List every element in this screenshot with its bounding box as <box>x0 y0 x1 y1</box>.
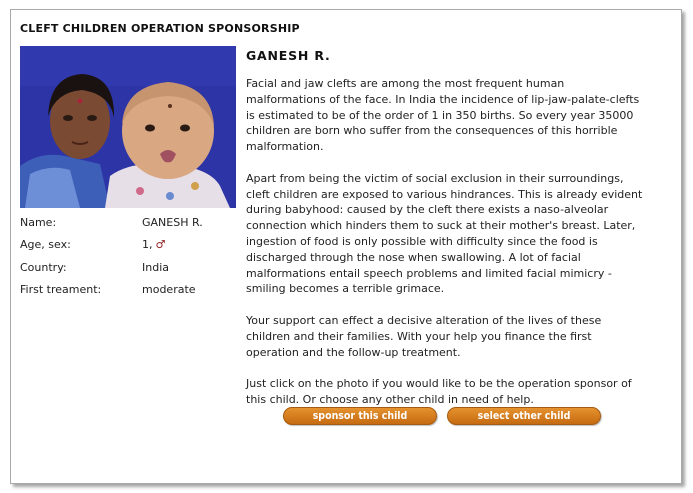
male-symbol-icon: ♂ <box>155 238 166 252</box>
paragraph: Facial and jaw clefts are among the most frequent human malformations of the face. In India the incidence of lip-jaw-palate-clefts is estimated to be of the order of 1 in 350 births. So every year 35000 children are born who suffer from the consequences of this horrible malformation. <box>246 77 640 154</box>
section-title: CLEFT CHILDREN OPERATION SPONSORSHIP <box>20 22 300 35</box>
detail-value: 1, <box>142 238 153 252</box>
paragraph: Your support can effect a decisive alteration of the lives of these children and their families. With your help you finance the first operation and the follow-up treatment. <box>246 313 602 359</box>
detail-label: Age, sex: <box>20 238 71 252</box>
detail-row-first-treatment <box>20 279 236 302</box>
detail-row-age-sex <box>20 234 236 257</box>
detail-value: GANESH R. <box>142 215 203 229</box>
child-name-heading: GANESH R. <box>246 48 331 63</box>
select-other-child-button[interactable]: select other child <box>447 407 601 425</box>
detail-value-wrapper <box>142 238 236 251</box>
child-photo[interactable] <box>20 46 236 208</box>
detail-value: moderate <box>142 283 196 297</box>
detail-label: Name: <box>20 215 57 229</box>
sponsor-this-child-button[interactable]: sponsor this child <box>283 407 437 425</box>
child-details-table <box>20 211 236 301</box>
detail-label: First treament: <box>20 283 102 297</box>
description-text <box>246 76 644 424</box>
detail-label: Country: <box>20 260 67 274</box>
detail-value: India <box>142 260 169 274</box>
paragraph: Just click on the photo if you would like to be the operation sponsor of this child. Or choose any other child in need of help. <box>246 377 632 406</box>
detail-row-name <box>20 211 236 234</box>
detail-row-country <box>20 256 236 279</box>
child-photo-image[interactable] <box>20 46 236 208</box>
paragraph: Apart from being the victim of social exclusion in their surroundings, cleft children are exposed to various hindrances. This is already evident during babyhood: caused by the cleft there exists a naso-alveolar connection which hinders them to suck at their mother's breast. Later, ingestion of food is only possible with difficulty since the food is discharged through the nose when swallowing. A lot of facial malformations entail speech problems and limited facial mimicry - smiling becomes a terrible grimace. <box>246 171 643 296</box>
